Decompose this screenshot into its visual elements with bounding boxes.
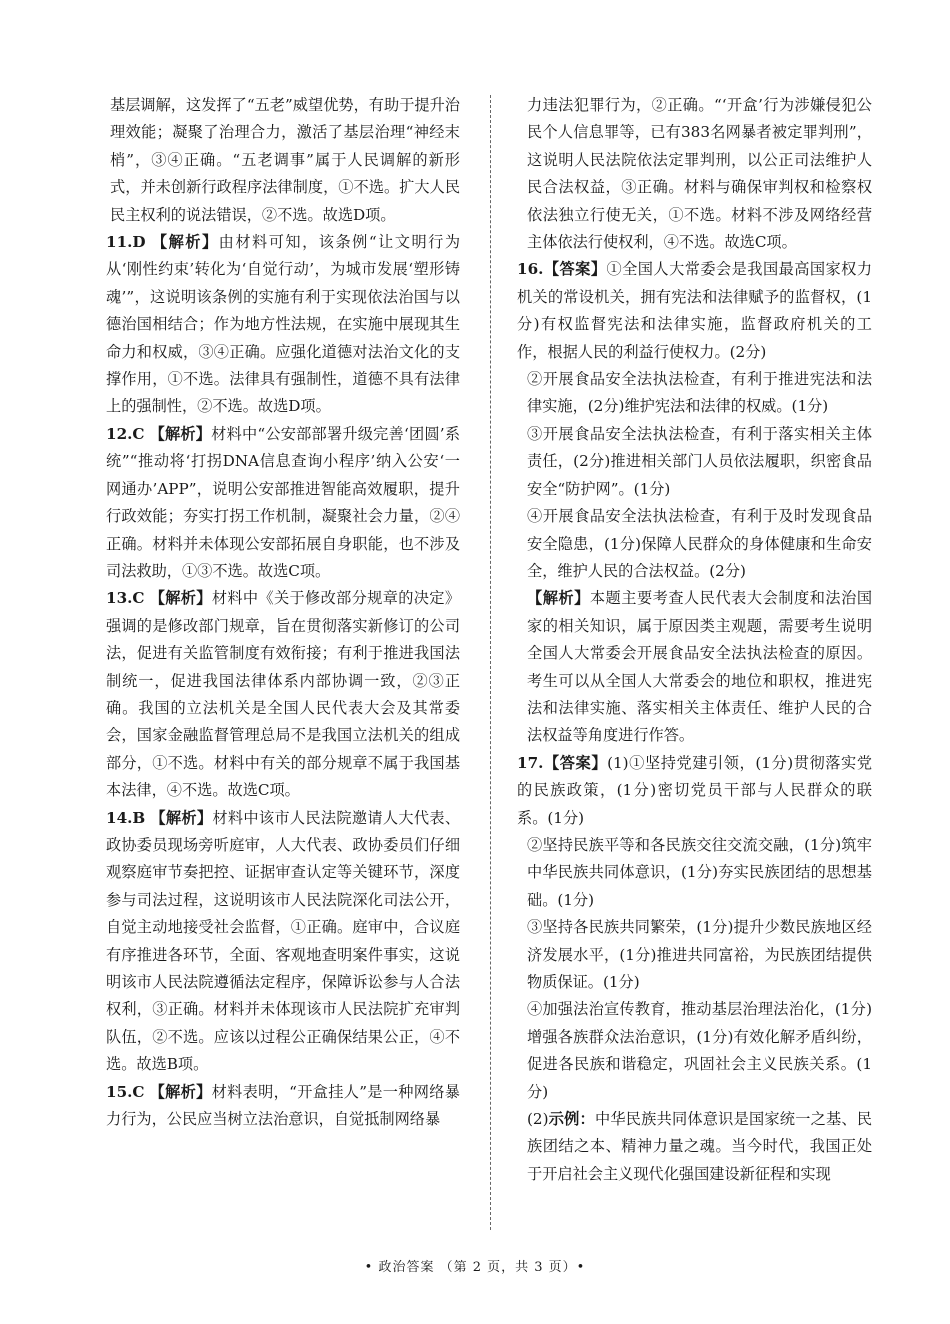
answer-tag: 【答案】 bbox=[543, 260, 607, 279]
q10-continuation: 基层调解，这发挥了“五老”威望优势，有助于提升治理效能；凝聚了治理合力，激活了基层治理“神经末梢”，③④正确。“五老调事”属于人民调解的新形式，并未创新行政程序法律制度，①不选。扩大人民民主权利的说法错误，②不选。故选D项。 bbox=[110, 96, 460, 224]
answer-point: (1)①坚持党建引领，(1分)贯彻落实党的民族政策，(1分)密切党员干部与人民群众的联系。(1分) bbox=[517, 753, 873, 827]
analysis-tag: 【解析】 bbox=[149, 1082, 212, 1101]
analysis-tag: 【解析】 bbox=[151, 233, 219, 252]
example-text: 中华民族共同体意识是国家统一之基、民族团结之本、精神力量之魂。当今时代，我国正处于开启社会主义现代化强国建设新征程和实现 bbox=[527, 1110, 873, 1183]
analysis-paragraph bbox=[527, 585, 872, 749]
answer-point: ②坚持民族平等和各民族交往交流交融，(1分)筑牢中华民族共同体意识，(1分)夯实民族团结的思想基础。(1分) bbox=[527, 835, 872, 909]
answer-item-12 bbox=[106, 421, 460, 585]
analysis-text: 本题主要考查人民代表大会制度和法治国家的相关知识，属于原因类主观题，需要考生说明全国人大常委会开展食品安全法执法检查的原因。考生可以从全国人大常委会的地位和职权，推进宪法和法律实施、落实相关主体责任、维护人民的合法权益等角度进行作答。 bbox=[527, 589, 873, 745]
example-tag: 示例： bbox=[548, 1110, 595, 1129]
example-prefix: (2) bbox=[527, 1110, 549, 1129]
answer-num: 17. bbox=[517, 753, 544, 772]
right-column bbox=[517, 92, 873, 1188]
analysis-tag: 【解析】 bbox=[149, 589, 212, 608]
answer-item-17 bbox=[517, 750, 872, 832]
analysis-text: 材料中《关于修改部分规章的决定》强调的是修改部门规章，旨在贯彻落实新修订的公司法，促进有关监管制度有效衔接；有利于推进我国法制统一，促进我国法律体系内部协调一致，②③正确。我国的立法机关是全国人民代表大会及其常委会，国家金融监督管理总局不是我国立法机关的组成部分，①不选。材料中有关的部分规章不属于我国基本法律，④不选。故选C项。 bbox=[106, 589, 461, 800]
answer-num: 14.B bbox=[106, 808, 146, 827]
answer-point: ④加强法治宣传教育，推动基层治理法治化，(1分)增强各族群众法治意识，(1分)有效化解矛盾纠纷，促进各民族和谐稳定，巩固社会主义民族关系。(1分) bbox=[527, 1000, 872, 1101]
q15-continuation: 力违法犯罪行为，②正确。“‘开盒’行为涉嫌侵犯公民个人信息罪等，已有383名网暴者被定罪判刑”，这说明人民法院依法定罪判刑，以公正司法维护人民合法权益，③正确。材料与确保审判权和检察权依法独立行使无关，①不选。材料不涉及网络经营主体依法行使权利，④不选。故选C项。 bbox=[527, 96, 872, 252]
analysis-text: 材料表明，“开盒挂人”是一种网络暴力行为，公民应当树立法治意识，自觉抵制网络暴 bbox=[106, 1082, 460, 1129]
left-column bbox=[106, 92, 461, 1133]
answer-num: 16. bbox=[517, 260, 544, 279]
analysis-text: 材料中该市人民法院邀请人大代表、政协委员现场旁听庭审，人大代表、政协委员们仔细观察庭审节奏把控、证据审查认定等关键环节，深度参与司法过程，这说明该市人民法院深化司法公开，自觉主动地接受社会监督，①正确。庭审中，合议庭有序推进各环节，全面、客观地查明案件事实，这说明该市人民法院遵循法定程序，保障诉讼参与人合法权利，③正确。材料并未体现该市人民法院扩充审判队伍，②不选。应该以过程公正确保结果公正，④不选。故选B项。 bbox=[106, 808, 461, 1074]
analysis-tag: 【解析】 bbox=[150, 808, 213, 827]
answer-point: ①全国人大常委会是我国最高国家权力机关的常设机关，拥有宪法和法律赋予的监督权，(1分)有权监督宪法和法律实施，监督政府机关的工作，根据人民的利益行使权力。(2分) bbox=[517, 260, 873, 361]
answer-item-15 bbox=[106, 1079, 460, 1134]
analysis-tag: 【解析】 bbox=[149, 424, 212, 443]
answer-point: ④开展食品安全法执法检查，有利于及时发现食品安全隐患，(1分)保障人民群众的身体健康和生命安全，维护人民的合法权益。(2分) bbox=[527, 507, 872, 580]
answer-num: 15.C bbox=[106, 1082, 145, 1101]
answer-point: ③开展食品安全法执法检查，有利于落实相关主体责任，(2分)推进相关部门人员依法履职，织密食品安全“防护网”。(1分) bbox=[527, 424, 872, 498]
analysis-text: 由材料可知，该条例“让文明行为从‘刚性约束’转化为‘自觉行动’，为城市发展‘塑形铸魂’”，这说明该条例的实施有利于实现依法治国与以德治国相结合；作为地方性法规，在实施中展现其生命力和权威，③④正确。应强化道德对法治文化的支撑作用，①不选。法律具有强制性，道德不具有法律上的强制性，②不选。故选D项。 bbox=[106, 233, 461, 416]
answer-point: ②开展食品安全法执法检查，有利于推进宪法和法律实施，(2分)维护宪法和法律的权威。(1分) bbox=[527, 370, 872, 416]
answer-item-11 bbox=[106, 229, 460, 421]
column-divider bbox=[490, 95, 491, 1230]
page-footer: • 政治答案 （第 2 页，共 3 页）• bbox=[364, 1260, 586, 1275]
analysis-tag: 【解析】 bbox=[527, 589, 590, 608]
answer-num: 11.D bbox=[106, 233, 146, 252]
answer-item-14 bbox=[106, 805, 460, 1079]
answer-num: 12.C bbox=[106, 424, 145, 443]
answer-point: ③坚持各民族共同繁荣，(1分)提升少数民族地区经济发展水平，(1分)推进共同富裕，为民族团结提供物质保证。(1分) bbox=[527, 918, 872, 991]
answer-item-13 bbox=[106, 585, 460, 804]
answer-num: 13.C bbox=[106, 589, 145, 608]
answer-item-16 bbox=[517, 256, 872, 366]
example-paragraph bbox=[527, 1106, 872, 1188]
analysis-text: 材料中“公安部部署升级完善‘团圆’系统”“推动将‘打拐DNA信息查询小程序’纳入公安‘一网通办’APP”，说明公安部推进智能高效履职，提升行政效能；夯实打拐工作机制，凝聚社会力量，②④正确。材料并未体现公安部拓展自身职能，也不涉及司法救助，①③不选。故选C项。 bbox=[106, 424, 461, 580]
answer-tag: 【答案】 bbox=[543, 753, 608, 772]
